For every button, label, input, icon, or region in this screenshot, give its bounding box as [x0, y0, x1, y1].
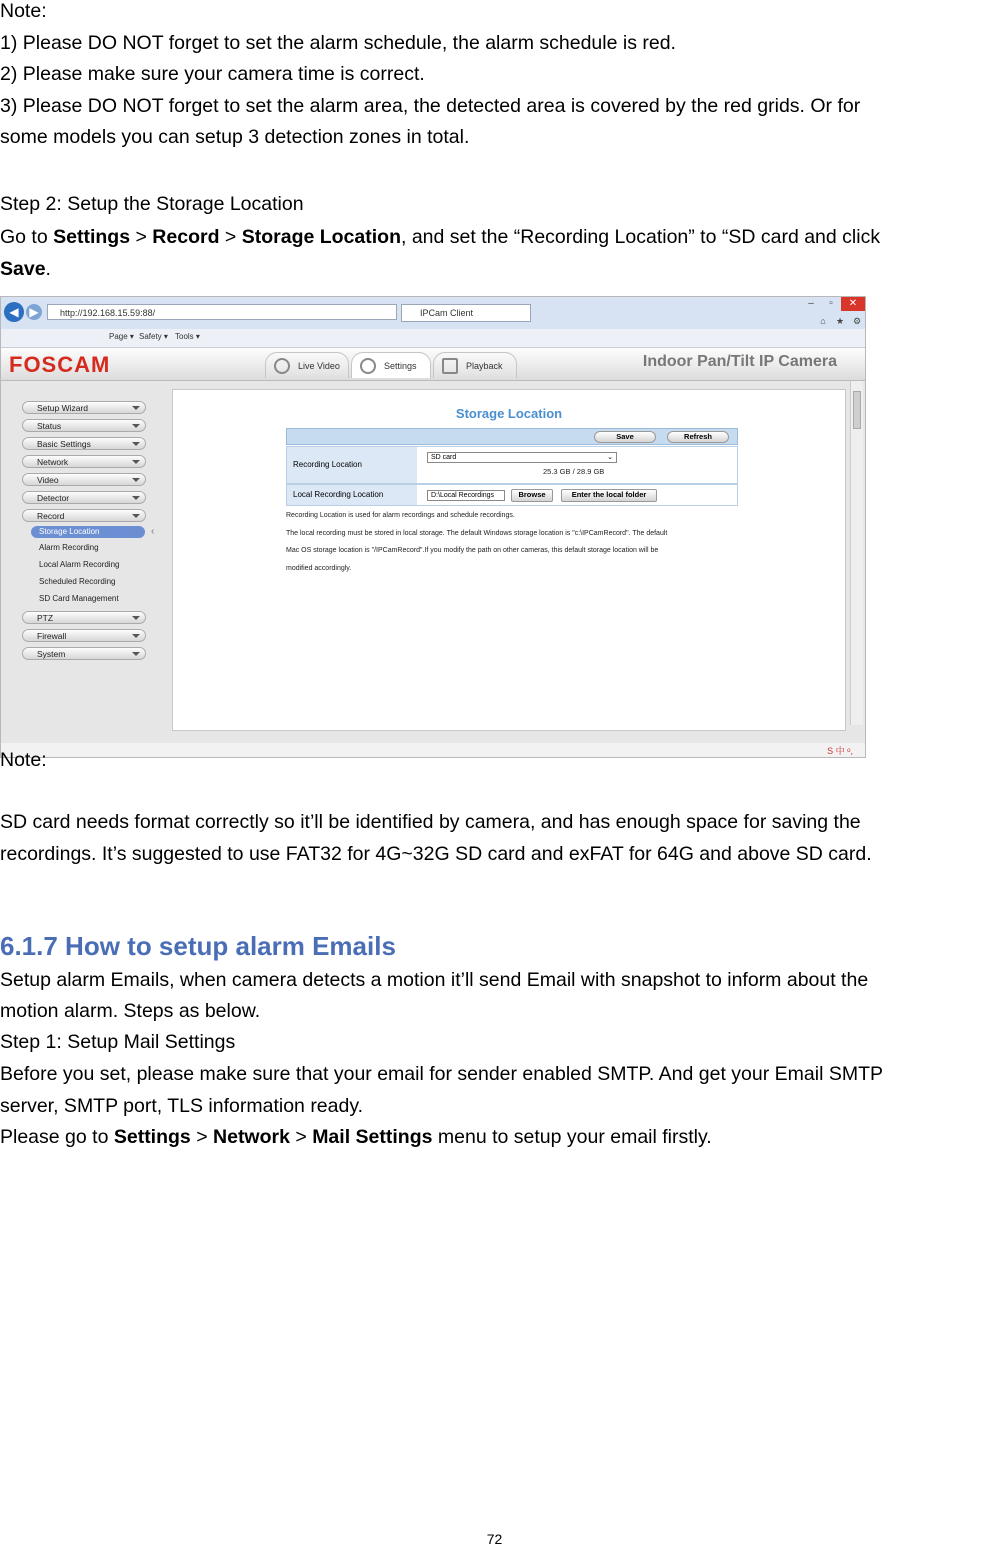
- sidebar-item-network[interactable]: Network: [22, 455, 146, 468]
- recording-location-select[interactable]: SD card ⌄: [427, 452, 617, 463]
- sd-capacity: 25.3 GB / 28.9 GB: [543, 467, 605, 476]
- browser-tab[interactable]: IPCam Client: [401, 304, 531, 322]
- section-para-2: motion alarm. Steps as below.: [0, 1000, 261, 1022]
- sidebar-item-status[interactable]: Status: [22, 419, 146, 432]
- section-para-1: Setup alarm Emails, when camera detects a motion it’ll send Email with snapshot to inform about the: [0, 969, 869, 991]
- camera-icon: [274, 358, 290, 374]
- address-bar[interactable]: http://192.168.15.59:88/: [47, 304, 397, 320]
- chevron-down-icon: [132, 406, 140, 410]
- section-goto: Please go to Settings > Network > Mail Settings menu to setup your email firstly.: [0, 1126, 712, 1148]
- page-menu[interactable]: Page ▾: [109, 332, 134, 341]
- camera-model: Indoor Pan/Tilt IP Camera: [642, 353, 837, 370]
- maximize-icon[interactable]: ▫: [829, 298, 833, 309]
- sidebar-sub-scheduled-recording[interactable]: Scheduled Recording: [39, 577, 116, 586]
- save-button[interactable]: Save: [594, 431, 656, 443]
- local-recording-row: [286, 484, 738, 506]
- scrollbar-thumb[interactable]: [853, 391, 861, 429]
- storage-note-2: The local recording must be stored in local storage. The default Windows storage location is "c:\IPCamRecord". The default: [286, 530, 668, 537]
- back-icon[interactable]: ◀: [4, 302, 24, 322]
- storage-note-4: modified accordingly.: [286, 565, 352, 572]
- note-line-2: 2) Please make sure your camera time is correct.: [0, 63, 425, 85]
- step2-instruction: Go to Settings > Record > Storage Location, and set the “Recording Location” to “SD card and click: [0, 226, 881, 248]
- sidebar-sub-storage-location[interactable]: Storage Location: [31, 526, 145, 538]
- refresh-button[interactable]: Refresh: [667, 431, 729, 443]
- app-header: [1, 348, 866, 381]
- close-icon[interactable]: ✕: [841, 297, 865, 311]
- sidebar-sub-alarm-recording[interactable]: Alarm Recording: [39, 543, 99, 552]
- local-recording-label: Local Recording Location: [287, 485, 417, 505]
- chevron-down-icon: [132, 616, 140, 620]
- chevron-down-icon: [132, 478, 140, 482]
- enter-local-folder-button[interactable]: Enter the local folder: [561, 489, 657, 502]
- foscam-logo: FOSCAM: [9, 352, 111, 377]
- note-line-3b: some models you can setup 3 detection zones in total.: [0, 126, 470, 148]
- film-icon: [442, 358, 458, 374]
- panel-title: Storage Location: [455, 406, 563, 421]
- sidebar-item-ptz[interactable]: PTZ: [22, 611, 146, 624]
- chevron-down-icon: [132, 460, 140, 464]
- chevron-down-icon: [132, 652, 140, 656]
- sidebar-sub-local-alarm-recording[interactable]: Local Alarm Recording: [39, 560, 120, 569]
- favorites-icon[interactable]: ★: [835, 316, 845, 326]
- panel-toolbar: [286, 428, 738, 445]
- sidebar-item-setup-wizard[interactable]: Setup Wizard: [22, 401, 146, 414]
- minimize-icon[interactable]: –: [808, 298, 814, 309]
- chevron-down-icon: [132, 496, 140, 500]
- home-icon[interactable]: ⌂: [820, 316, 826, 326]
- storage-location-screenshot: [0, 296, 866, 758]
- note-heading: Note:: [0, 0, 47, 22]
- sidebar-item-basic-settings[interactable]: Basic Settings: [22, 437, 146, 450]
- section-step1: Step 1: Setup Mail Settings: [0, 1031, 236, 1053]
- safety-menu[interactable]: Safety ▾: [139, 332, 168, 341]
- sd-note-heading: Note:: [0, 749, 47, 771]
- storage-note-1: Recording Location is used for alarm recordings and schedule recordings.: [286, 512, 515, 519]
- page-number: 72: [486, 1531, 503, 1547]
- tools-menu[interactable]: Tools ▾: [175, 332, 200, 341]
- tab-playback[interactable]: Playback: [433, 352, 517, 378]
- chevron-down-icon: [132, 442, 140, 446]
- local-path-input[interactable]: D:\Local Recordings: [427, 490, 505, 501]
- sidebar-item-detector[interactable]: Detector: [22, 491, 146, 504]
- section-para-5: server, SMTP port, TLS information ready.: [0, 1095, 364, 1117]
- step2-title: Step 2: Setup the Storage Location: [0, 193, 304, 215]
- sd-note-line-2: recordings. It’s suggested to use FAT32 for 4G~32G SD card and exFAT for 64G and above SD card.: [0, 843, 872, 865]
- browse-button[interactable]: Browse: [511, 489, 553, 502]
- gear-icon[interactable]: ⚙: [852, 316, 862, 326]
- storage-location-panel: [172, 389, 846, 731]
- forward-icon[interactable]: ▶: [26, 304, 42, 320]
- status-bar: [1, 743, 866, 757]
- section-para-4: Before you set, please make sure that your email for sender enabled SMTP. And get your Email SMTP: [0, 1063, 884, 1085]
- browser-command-bar: [1, 329, 866, 348]
- step2-instruction-cont: Save.: [0, 258, 51, 280]
- note-line-1: 1) Please DO NOT forget to set the alarm schedule, the alarm schedule is red.: [0, 32, 676, 54]
- recording-location-row: [286, 446, 738, 484]
- sidebar-item-system[interactable]: System: [22, 647, 146, 660]
- sd-note-line-1: SD card needs format correctly so it’ll be identified by camera, and has enough space for saving the: [0, 811, 861, 833]
- chevron-down-icon: [132, 634, 140, 638]
- chevron-left-icon: ‹: [151, 526, 155, 537]
- storage-note-3: Mac OS storage location is "/IPCamRecord".If you modify the path on other cameras, this default storage location will be: [286, 547, 659, 554]
- browser-titlebar: [1, 297, 866, 329]
- chevron-down-icon: [132, 514, 140, 518]
- scrollbar[interactable]: [850, 381, 863, 725]
- tab-live-video[interactable]: Live Video: [265, 352, 349, 378]
- note-line-3: 3) Please DO NOT forget to set the alarm area, the detected area is covered by the red grids. Or for: [0, 95, 861, 117]
- tab-settings[interactable]: Settings: [351, 352, 431, 378]
- section-heading: 6.1.7 How to setup alarm Emails: [0, 931, 396, 961]
- recording-location-label: Recording Location: [287, 447, 417, 483]
- chevron-down-icon: [132, 424, 140, 428]
- ime-icon: S 中 ᵒ,: [827, 746, 853, 756]
- sidebar-sub-sd-card-management[interactable]: SD Card Management: [39, 594, 119, 603]
- chevron-down-icon: ⌄: [607, 454, 613, 461]
- sidebar-item-record[interactable]: Record: [22, 509, 146, 522]
- sidebar-item-video[interactable]: Video: [22, 473, 146, 486]
- gear-icon: [360, 358, 376, 374]
- sidebar-item-firewall[interactable]: Firewall: [22, 629, 146, 642]
